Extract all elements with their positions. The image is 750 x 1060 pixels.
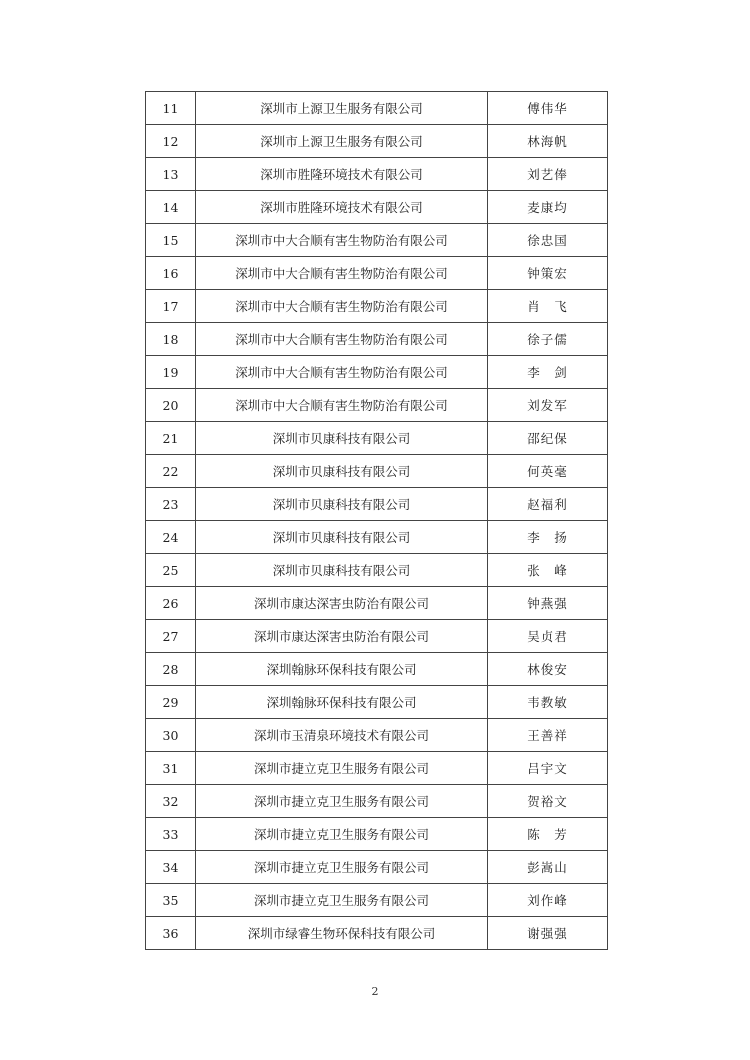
personnel-table-body bbox=[146, 92, 608, 950]
company-name-cell: 深圳市康达深害虫防治有限公司 bbox=[196, 620, 488, 653]
person-name-cell: 贺裕文 bbox=[488, 785, 608, 818]
person-name-cell: 张 峰 bbox=[488, 554, 608, 587]
table-row bbox=[146, 752, 608, 785]
table-row bbox=[146, 389, 608, 422]
company-name-cell: 深圳市捷立克卫生服务有限公司 bbox=[196, 851, 488, 884]
company-name-cell: 深圳翰脉环保科技有限公司 bbox=[196, 686, 488, 719]
table-row bbox=[146, 224, 608, 257]
company-name-cell: 深圳市贝康科技有限公司 bbox=[196, 554, 488, 587]
row-number-cell: 25 bbox=[146, 554, 196, 587]
person-name-cell: 徐子儒 bbox=[488, 323, 608, 356]
company-name-cell: 深圳市康达深害虫防治有限公司 bbox=[196, 587, 488, 620]
row-number-cell: 34 bbox=[146, 851, 196, 884]
company-name-cell: 深圳市中大合顺有害生物防治有限公司 bbox=[196, 356, 488, 389]
person-name-cell: 刘艺俸 bbox=[488, 158, 608, 191]
person-name-cell: 钟燕强 bbox=[488, 587, 608, 620]
person-name-cell: 傅伟华 bbox=[488, 92, 608, 125]
table-row bbox=[146, 884, 608, 917]
table-row bbox=[146, 356, 608, 389]
table-row bbox=[146, 422, 608, 455]
row-number-cell: 14 bbox=[146, 191, 196, 224]
row-number-cell: 24 bbox=[146, 521, 196, 554]
personnel-table bbox=[145, 91, 608, 950]
company-name-cell: 深圳市中大合顺有害生物防治有限公司 bbox=[196, 290, 488, 323]
person-name-cell: 刘发军 bbox=[488, 389, 608, 422]
company-name-cell: 深圳市中大合顺有害生物防治有限公司 bbox=[196, 224, 488, 257]
row-number-cell: 35 bbox=[146, 884, 196, 917]
table-row bbox=[146, 257, 608, 290]
row-number-cell: 13 bbox=[146, 158, 196, 191]
company-name-cell: 深圳市玉清泉环境技术有限公司 bbox=[196, 719, 488, 752]
company-name-cell: 深圳市捷立克卫生服务有限公司 bbox=[196, 818, 488, 851]
row-number-cell: 32 bbox=[146, 785, 196, 818]
table-row bbox=[146, 125, 608, 158]
row-number-cell: 11 bbox=[146, 92, 196, 125]
table-row bbox=[146, 455, 608, 488]
company-name-cell: 深圳市捷立克卫生服务有限公司 bbox=[196, 884, 488, 917]
company-name-cell: 深圳市上源卫生服务有限公司 bbox=[196, 125, 488, 158]
person-name-cell: 王善祥 bbox=[488, 719, 608, 752]
person-name-cell: 何英毫 bbox=[488, 455, 608, 488]
row-number-cell: 18 bbox=[146, 323, 196, 356]
row-number-cell: 21 bbox=[146, 422, 196, 455]
person-name-cell: 林海帆 bbox=[488, 125, 608, 158]
row-number-cell: 16 bbox=[146, 257, 196, 290]
row-number-cell: 33 bbox=[146, 818, 196, 851]
company-name-cell: 深圳市绿睿生物环保科技有限公司 bbox=[196, 917, 488, 950]
person-name-cell: 韦教敏 bbox=[488, 686, 608, 719]
company-name-cell: 深圳市贝康科技有限公司 bbox=[196, 521, 488, 554]
table-row bbox=[146, 488, 608, 521]
table-row bbox=[146, 818, 608, 851]
person-name-cell: 林俊安 bbox=[488, 653, 608, 686]
row-number-cell: 15 bbox=[146, 224, 196, 257]
company-name-cell: 深圳市中大合顺有害生物防治有限公司 bbox=[196, 257, 488, 290]
company-name-cell: 深圳市贝康科技有限公司 bbox=[196, 488, 488, 521]
person-name-cell: 李 扬 bbox=[488, 521, 608, 554]
company-name-cell: 深圳市胜隆环境技术有限公司 bbox=[196, 158, 488, 191]
table-row bbox=[146, 917, 608, 950]
table-row bbox=[146, 719, 608, 752]
table-row bbox=[146, 785, 608, 818]
table-row bbox=[146, 587, 608, 620]
person-name-cell: 李 剑 bbox=[488, 356, 608, 389]
person-name-cell: 谢强强 bbox=[488, 917, 608, 950]
row-number-cell: 29 bbox=[146, 686, 196, 719]
company-name-cell: 深圳市上源卫生服务有限公司 bbox=[196, 92, 488, 125]
row-number-cell: 27 bbox=[146, 620, 196, 653]
row-number-cell: 20 bbox=[146, 389, 196, 422]
company-name-cell: 深圳市中大合顺有害生物防治有限公司 bbox=[196, 323, 488, 356]
person-name-cell: 麦康均 bbox=[488, 191, 608, 224]
table-row bbox=[146, 653, 608, 686]
row-number-cell: 28 bbox=[146, 653, 196, 686]
row-number-cell: 36 bbox=[146, 917, 196, 950]
company-name-cell: 深圳市贝康科技有限公司 bbox=[196, 422, 488, 455]
company-name-cell: 深圳市贝康科技有限公司 bbox=[196, 455, 488, 488]
table-row bbox=[146, 191, 608, 224]
person-name-cell: 邵纪保 bbox=[488, 422, 608, 455]
person-name-cell: 吴贞君 bbox=[488, 620, 608, 653]
row-number-cell: 17 bbox=[146, 290, 196, 323]
company-name-cell: 深圳市捷立克卫生服务有限公司 bbox=[196, 785, 488, 818]
row-number-cell: 12 bbox=[146, 125, 196, 158]
person-name-cell: 吕宇文 bbox=[488, 752, 608, 785]
person-name-cell: 徐忠国 bbox=[488, 224, 608, 257]
company-name-cell: 深圳翰脉环保科技有限公司 bbox=[196, 653, 488, 686]
page-number: 2 bbox=[371, 985, 379, 998]
table-row bbox=[146, 323, 608, 356]
company-name-cell: 深圳市捷立克卫生服务有限公司 bbox=[196, 752, 488, 785]
row-number-cell: 26 bbox=[146, 587, 196, 620]
row-number-cell: 30 bbox=[146, 719, 196, 752]
company-name-cell: 深圳市胜隆环境技术有限公司 bbox=[196, 191, 488, 224]
table-row bbox=[146, 92, 608, 125]
row-number-cell: 22 bbox=[146, 455, 196, 488]
person-name-cell: 彭嵩山 bbox=[488, 851, 608, 884]
table-row bbox=[146, 620, 608, 653]
table-row bbox=[146, 158, 608, 191]
table-row bbox=[146, 521, 608, 554]
table-row bbox=[146, 290, 608, 323]
row-number-cell: 23 bbox=[146, 488, 196, 521]
table-row bbox=[146, 554, 608, 587]
company-name-cell: 深圳市中大合顺有害生物防治有限公司 bbox=[196, 389, 488, 422]
table-row bbox=[146, 686, 608, 719]
person-name-cell: 赵福利 bbox=[488, 488, 608, 521]
person-name-cell: 陈 芳 bbox=[488, 818, 608, 851]
table-row bbox=[146, 851, 608, 884]
person-name-cell: 钟策宏 bbox=[488, 257, 608, 290]
row-number-cell: 31 bbox=[146, 752, 196, 785]
row-number-cell: 19 bbox=[146, 356, 196, 389]
person-name-cell: 肖 飞 bbox=[488, 290, 608, 323]
person-name-cell: 刘作峰 bbox=[488, 884, 608, 917]
